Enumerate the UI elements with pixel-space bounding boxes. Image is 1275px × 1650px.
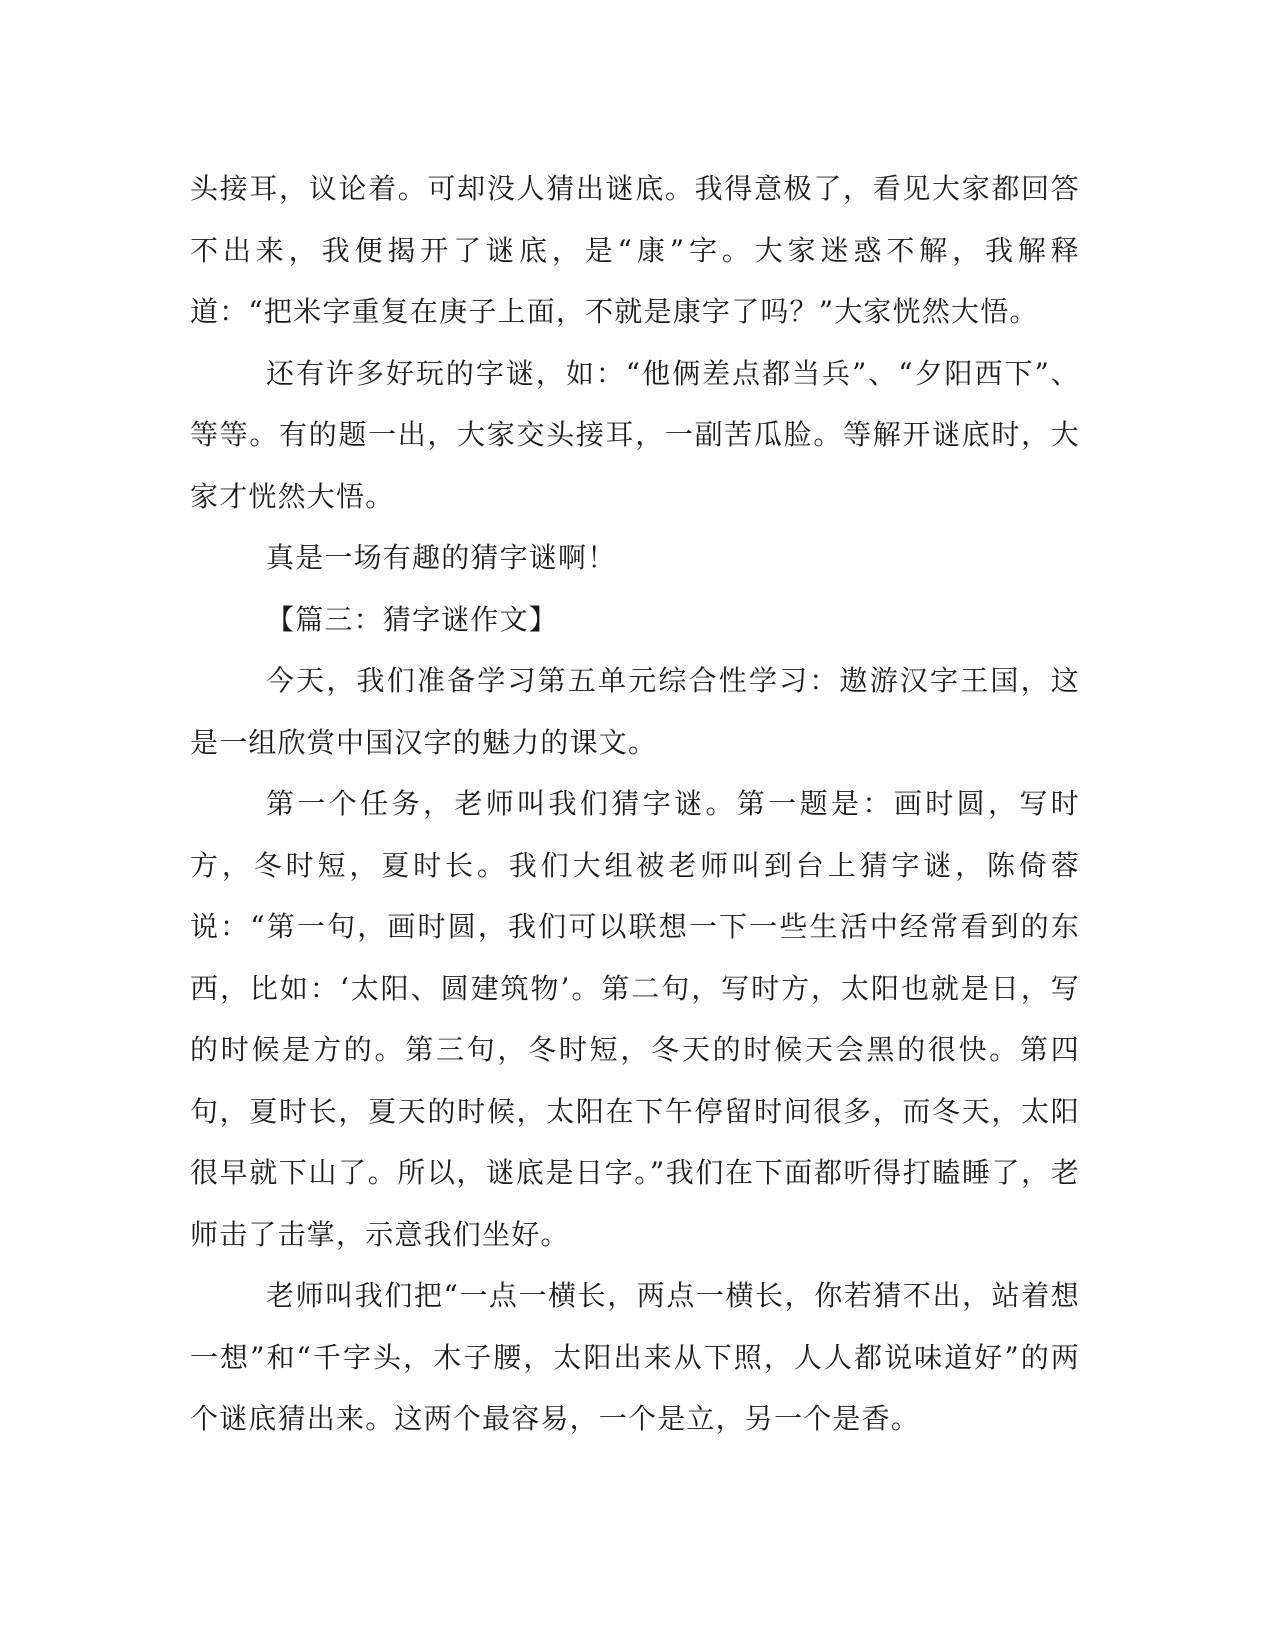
paragraph-intro: 今天，我们准备学习第五单元综合性学习：遨游汉字王国，这是一组欣赏中国汉字的魅力的课文。: [190, 664, 1080, 759]
article-body: [190, 158, 1080, 1450]
paragraph-first-task: 第一个任务，老师叫我们猜字谜。第一题是：画时圆，写时方，冬时短，夏时长。我们大组被老师叫到台上猜字谜，陈倚蓉说：“第一句，画时圆，我们可以联想一下一些生活中经常看到的东西，比如：‘太阳、圆建筑物’。第二句，写时方，太阳也就是日，写的时候是方的。第三句，冬时短，冬天的时候天会黑的很快。第四句，夏时长，夏天的时候，太阳在下午停留时间很多，而冬天，太阳很早就下山了。所以，谜底是日字。”我们在下面都听得打瞌睡了，老师击了击掌，示意我们坐好。: [190, 787, 1080, 1251]
paragraph-second-task: 老师叫我们把“一点一横长，两点一横长，你若猜不出，站着想一想”和“千字头，木子腰，太阳出来从下照，人人都说味道好”的两个谜底猜出来。这两个最容易，一个是立，另一个是香。: [190, 1279, 1080, 1435]
paragraph-riddle-examples: 还有许多好玩的字谜，如：“他俩差点都当兵”、“夕阳西下”、等等。有的题一出，大家交头接耳，一副苦瓜脸。等解开谜底时，大家才恍然大悟。: [190, 356, 1080, 513]
section-heading: 【篇三：猜字谜作文】: [266, 602, 559, 636]
paragraph-continuation: 头接耳，议论着。可却没人猜出谜底。我得意极了，看见大家都回答不出来，我便揭开了谜底，是“康”字。大家迷惑不解，我解释道：“把米字重复在庚子上面，不就是康字了吗？”大家恍然大悟。: [190, 172, 1080, 328]
paragraph-closing-remark: 真是一场有趣的猜字谜啊！: [266, 541, 617, 574]
